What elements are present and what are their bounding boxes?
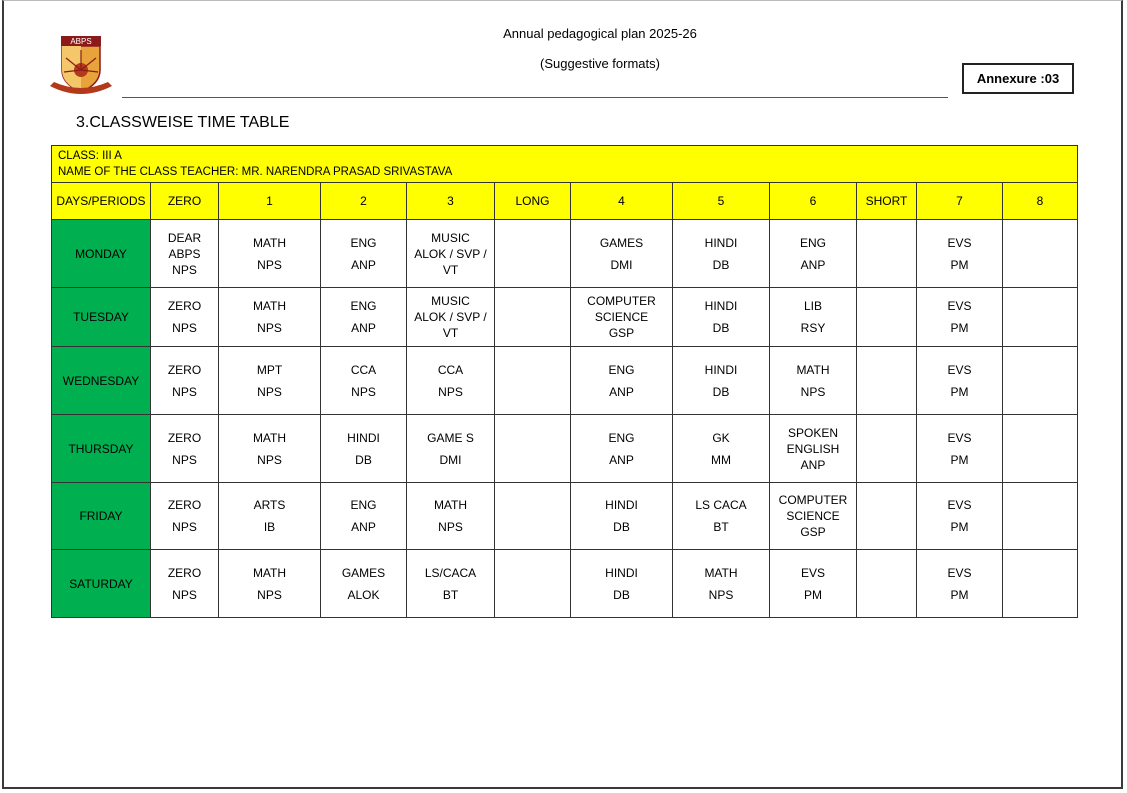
day-cell: MONDAY	[52, 220, 151, 288]
col-header: LONG	[495, 183, 571, 220]
period-cell	[770, 347, 857, 415]
teacher-code: DMI	[439, 452, 462, 467]
subject-text: ZERO	[167, 498, 202, 512]
subject-text: GAME S	[427, 430, 474, 445]
empty-cell	[857, 415, 917, 483]
class-info	[52, 146, 1078, 183]
teacher-code: DB	[355, 452, 372, 467]
period-cell	[917, 415, 1003, 483]
subject-text: MATH	[796, 362, 830, 377]
empty-cell	[1003, 550, 1078, 618]
period-cell	[571, 483, 673, 550]
subject-text: EVS	[947, 498, 972, 512]
period-cell	[917, 220, 1003, 288]
subject-text: CCA	[350, 362, 377, 377]
col-header: 7	[917, 183, 1003, 220]
col-header: 5	[673, 183, 770, 220]
teacher-code: DB	[712, 384, 730, 399]
period-cell	[151, 220, 219, 288]
period-cell	[407, 550, 495, 618]
period-cell	[407, 415, 495, 483]
subject-text: MUSIC	[431, 230, 470, 245]
period-cell	[321, 220, 407, 288]
table-row	[52, 415, 1078, 483]
period-cell	[151, 347, 219, 415]
subject-text: ENG	[799, 235, 826, 250]
empty-cell	[495, 347, 571, 415]
subject-text: ENG	[608, 430, 635, 445]
subject-text: ZERO	[167, 430, 202, 445]
period-cell	[770, 415, 857, 483]
period-cell	[219, 288, 321, 347]
period-cell	[407, 347, 495, 415]
subject-text: EVS	[947, 235, 972, 250]
teacher-code: ANP	[351, 321, 376, 335]
subject-text: ENG	[350, 299, 377, 313]
subject-text: COMPUTER	[778, 493, 848, 507]
period-cell	[571, 550, 673, 618]
period-cell	[917, 288, 1003, 347]
teacher-code: PM	[950, 321, 969, 335]
subject-text: ARTS	[253, 498, 286, 512]
teacher-code: VT	[442, 326, 459, 340]
empty-cell	[1003, 415, 1078, 483]
teacher-code: VT	[442, 262, 459, 277]
subject-text: MPT	[256, 362, 283, 377]
period-cell	[151, 483, 219, 550]
period-cell	[219, 415, 321, 483]
subject-text: EVS	[947, 299, 972, 313]
period-cell	[219, 550, 321, 618]
subject-text: MATH	[252, 430, 287, 445]
teacher-code: DB	[613, 520, 630, 534]
period-cell	[321, 483, 407, 550]
teacher-code: DB	[712, 321, 730, 335]
col-header: 1	[219, 183, 321, 220]
period-cell	[151, 288, 219, 347]
teacher-code: NPS	[172, 262, 197, 277]
teacher-code: PM	[950, 587, 969, 602]
timetable	[51, 145, 1078, 618]
period-cell	[571, 415, 673, 483]
period-cell	[917, 347, 1003, 415]
subject-text: EVS	[800, 565, 825, 580]
period-cell	[219, 220, 321, 288]
period-cell	[321, 288, 407, 347]
period-cell	[673, 483, 770, 550]
col-header: SHORT	[857, 183, 917, 220]
period-cell	[917, 483, 1003, 550]
period-cell	[673, 288, 770, 347]
teacher-code: ANP	[609, 384, 634, 399]
document-title: Annual pedagogical plan 2025-26	[503, 26, 697, 41]
subject-text: GK	[712, 430, 730, 445]
empty-cell	[1003, 288, 1078, 347]
subject-text: EVS	[947, 430, 972, 445]
subject-text: HINDI	[347, 430, 380, 445]
teacher-code: ENGLISH	[786, 441, 840, 456]
table-row	[52, 347, 1078, 415]
col-header: 3	[407, 183, 495, 220]
subject-text: GAMES	[599, 235, 644, 250]
subject-text: ENG	[350, 498, 377, 512]
teacher-code: NPS	[257, 257, 282, 272]
subject-text: HINDI	[704, 362, 738, 377]
header-row	[52, 183, 1078, 220]
empty-cell	[495, 220, 571, 288]
teacher-code: NPS	[172, 452, 197, 467]
teacher-code: IB	[263, 520, 276, 534]
period-cell	[219, 483, 321, 550]
subject-text: MUSIC	[431, 294, 470, 308]
teacher-code: BT	[713, 520, 729, 534]
subject-text: MATH	[252, 235, 287, 250]
period-cell	[571, 347, 673, 415]
subject-text: LIB	[803, 299, 822, 313]
col-header: 8	[1003, 183, 1078, 220]
teacher-code: PM	[804, 587, 822, 602]
table-row	[52, 220, 1078, 288]
subject-text: MATH	[704, 565, 738, 580]
day-cell: TUESDAY	[52, 288, 151, 347]
teacher-code: BT	[442, 587, 459, 602]
empty-cell	[495, 483, 571, 550]
empty-cell	[495, 288, 571, 347]
teacher-code: ANP	[351, 520, 376, 534]
class-line: CLASS: III A	[58, 150, 122, 162]
subject-text: MATH	[252, 299, 287, 313]
subject-text: ENG	[608, 362, 635, 377]
subject-text: DEAR	[167, 230, 202, 245]
section-title: 3.CLASSWEISE TIME TABLE	[76, 114, 290, 131]
empty-cell	[857, 220, 917, 288]
teacher-line: NAME OF THE CLASS TEACHER: MR. NARENDRA PRASAD SRIVASTAVA	[58, 166, 453, 178]
header-rule	[122, 97, 948, 98]
teacher-code: DMI	[610, 257, 633, 272]
day-cell: WEDNESDAY	[52, 347, 151, 415]
period-cell	[770, 550, 857, 618]
teacher-code: NPS	[257, 321, 282, 335]
teacher-code: ALOK	[347, 587, 380, 602]
document-subtitle: (Suggestive formats)	[540, 56, 660, 71]
teacher-code: PM	[950, 452, 969, 467]
period-cell	[571, 220, 673, 288]
subject-text: EVS	[947, 362, 972, 377]
teacher-code: ALOK / SVP /	[414, 246, 487, 261]
teacher-code: MM	[711, 452, 731, 467]
subject-text: LS/CACA	[424, 565, 477, 580]
teacher-code: ANP	[609, 452, 634, 467]
col-header: ZERO	[151, 183, 219, 220]
subject-text: HINDI	[704, 299, 738, 313]
empty-cell	[857, 550, 917, 618]
empty-cell	[495, 415, 571, 483]
empty-cell	[1003, 483, 1078, 550]
empty-cell	[495, 550, 571, 618]
teacher-code: GSP	[800, 525, 826, 539]
subject-text: MATH	[252, 565, 287, 580]
teacher-code: PM	[950, 384, 969, 399]
empty-cell	[1003, 347, 1078, 415]
empty-cell	[857, 347, 917, 415]
table-row	[52, 550, 1078, 618]
period-cell	[407, 483, 495, 550]
period-cell	[407, 288, 495, 347]
period-cell	[571, 288, 673, 347]
subject-text: GAMES	[341, 565, 386, 580]
empty-cell	[857, 288, 917, 347]
subject-text: EVS	[947, 565, 972, 580]
teacher-code: NPS	[438, 384, 463, 399]
period-cell	[770, 220, 857, 288]
subject-text: HINDI	[605, 498, 638, 512]
teacher-code: PM	[950, 257, 969, 272]
subject-text: HINDI	[704, 235, 738, 250]
teacher-code: GSP	[608, 326, 635, 340]
annexure-box: Annexure :03	[962, 63, 1074, 94]
subject-text: SPOKEN	[787, 425, 838, 440]
teacher-code: DB	[613, 587, 630, 602]
period-cell	[770, 288, 857, 347]
teacher-code: NPS	[172, 384, 197, 399]
empty-cell	[1003, 220, 1078, 288]
subject-text: CCA	[437, 362, 464, 377]
teacher-code: NPS	[800, 384, 826, 399]
period-cell	[219, 347, 321, 415]
teacher-code: SCIENCE	[594, 310, 649, 324]
day-cell: FRIDAY	[52, 483, 151, 550]
period-cell	[321, 347, 407, 415]
period-cell	[321, 550, 407, 618]
school-logo	[48, 36, 114, 98]
subject-text: MATH	[433, 498, 468, 512]
teacher-code: RSY	[800, 321, 826, 335]
teacher-code: ABPS	[168, 246, 201, 261]
teacher-code: NPS	[257, 587, 282, 602]
period-cell	[673, 415, 770, 483]
teacher-code: ANP	[800, 457, 826, 472]
period-cell	[151, 550, 219, 618]
teacher-code: NPS	[172, 520, 197, 534]
teacher-code: DB	[712, 257, 730, 272]
teacher-code: NPS	[172, 587, 197, 602]
period-cell	[321, 415, 407, 483]
day-cell: THURSDAY	[52, 415, 151, 483]
teacher-code: ANP	[800, 257, 826, 272]
teacher-code: ANP	[351, 257, 376, 272]
teacher-code: NPS	[351, 384, 376, 399]
teacher-code: SCIENCE	[786, 509, 840, 523]
logo-text: ABPS	[70, 37, 92, 46]
col-header: 6	[770, 183, 857, 220]
col-header: DAYS/PERIODS	[52, 183, 151, 220]
subject-text: LS CACA	[695, 498, 747, 512]
col-header: 4	[571, 183, 673, 220]
subject-text: ENG	[350, 235, 377, 250]
day-cell: SATURDAY	[52, 550, 151, 618]
period-cell	[673, 550, 770, 618]
period-cell	[770, 483, 857, 550]
col-header: 2	[321, 183, 407, 220]
subject-text: COMPUTER	[587, 294, 656, 308]
table-row	[52, 288, 1078, 347]
teacher-code: NPS	[708, 587, 734, 602]
period-cell	[407, 220, 495, 288]
teacher-code: NPS	[172, 321, 197, 335]
teacher-code: NPS	[257, 384, 282, 399]
subject-text: ZERO	[167, 299, 202, 313]
subject-text: ZERO	[167, 565, 202, 580]
subject-text: ZERO	[167, 362, 202, 377]
table-row	[52, 483, 1078, 550]
period-cell	[151, 415, 219, 483]
empty-cell	[857, 483, 917, 550]
period-cell	[917, 550, 1003, 618]
teacher-code: PM	[950, 520, 969, 534]
period-cell	[673, 347, 770, 415]
subject-text: HINDI	[605, 565, 638, 580]
period-cell	[673, 220, 770, 288]
teacher-code: ALOK / SVP /	[414, 310, 487, 324]
teacher-code: NPS	[257, 452, 282, 467]
teacher-code: NPS	[438, 520, 463, 534]
